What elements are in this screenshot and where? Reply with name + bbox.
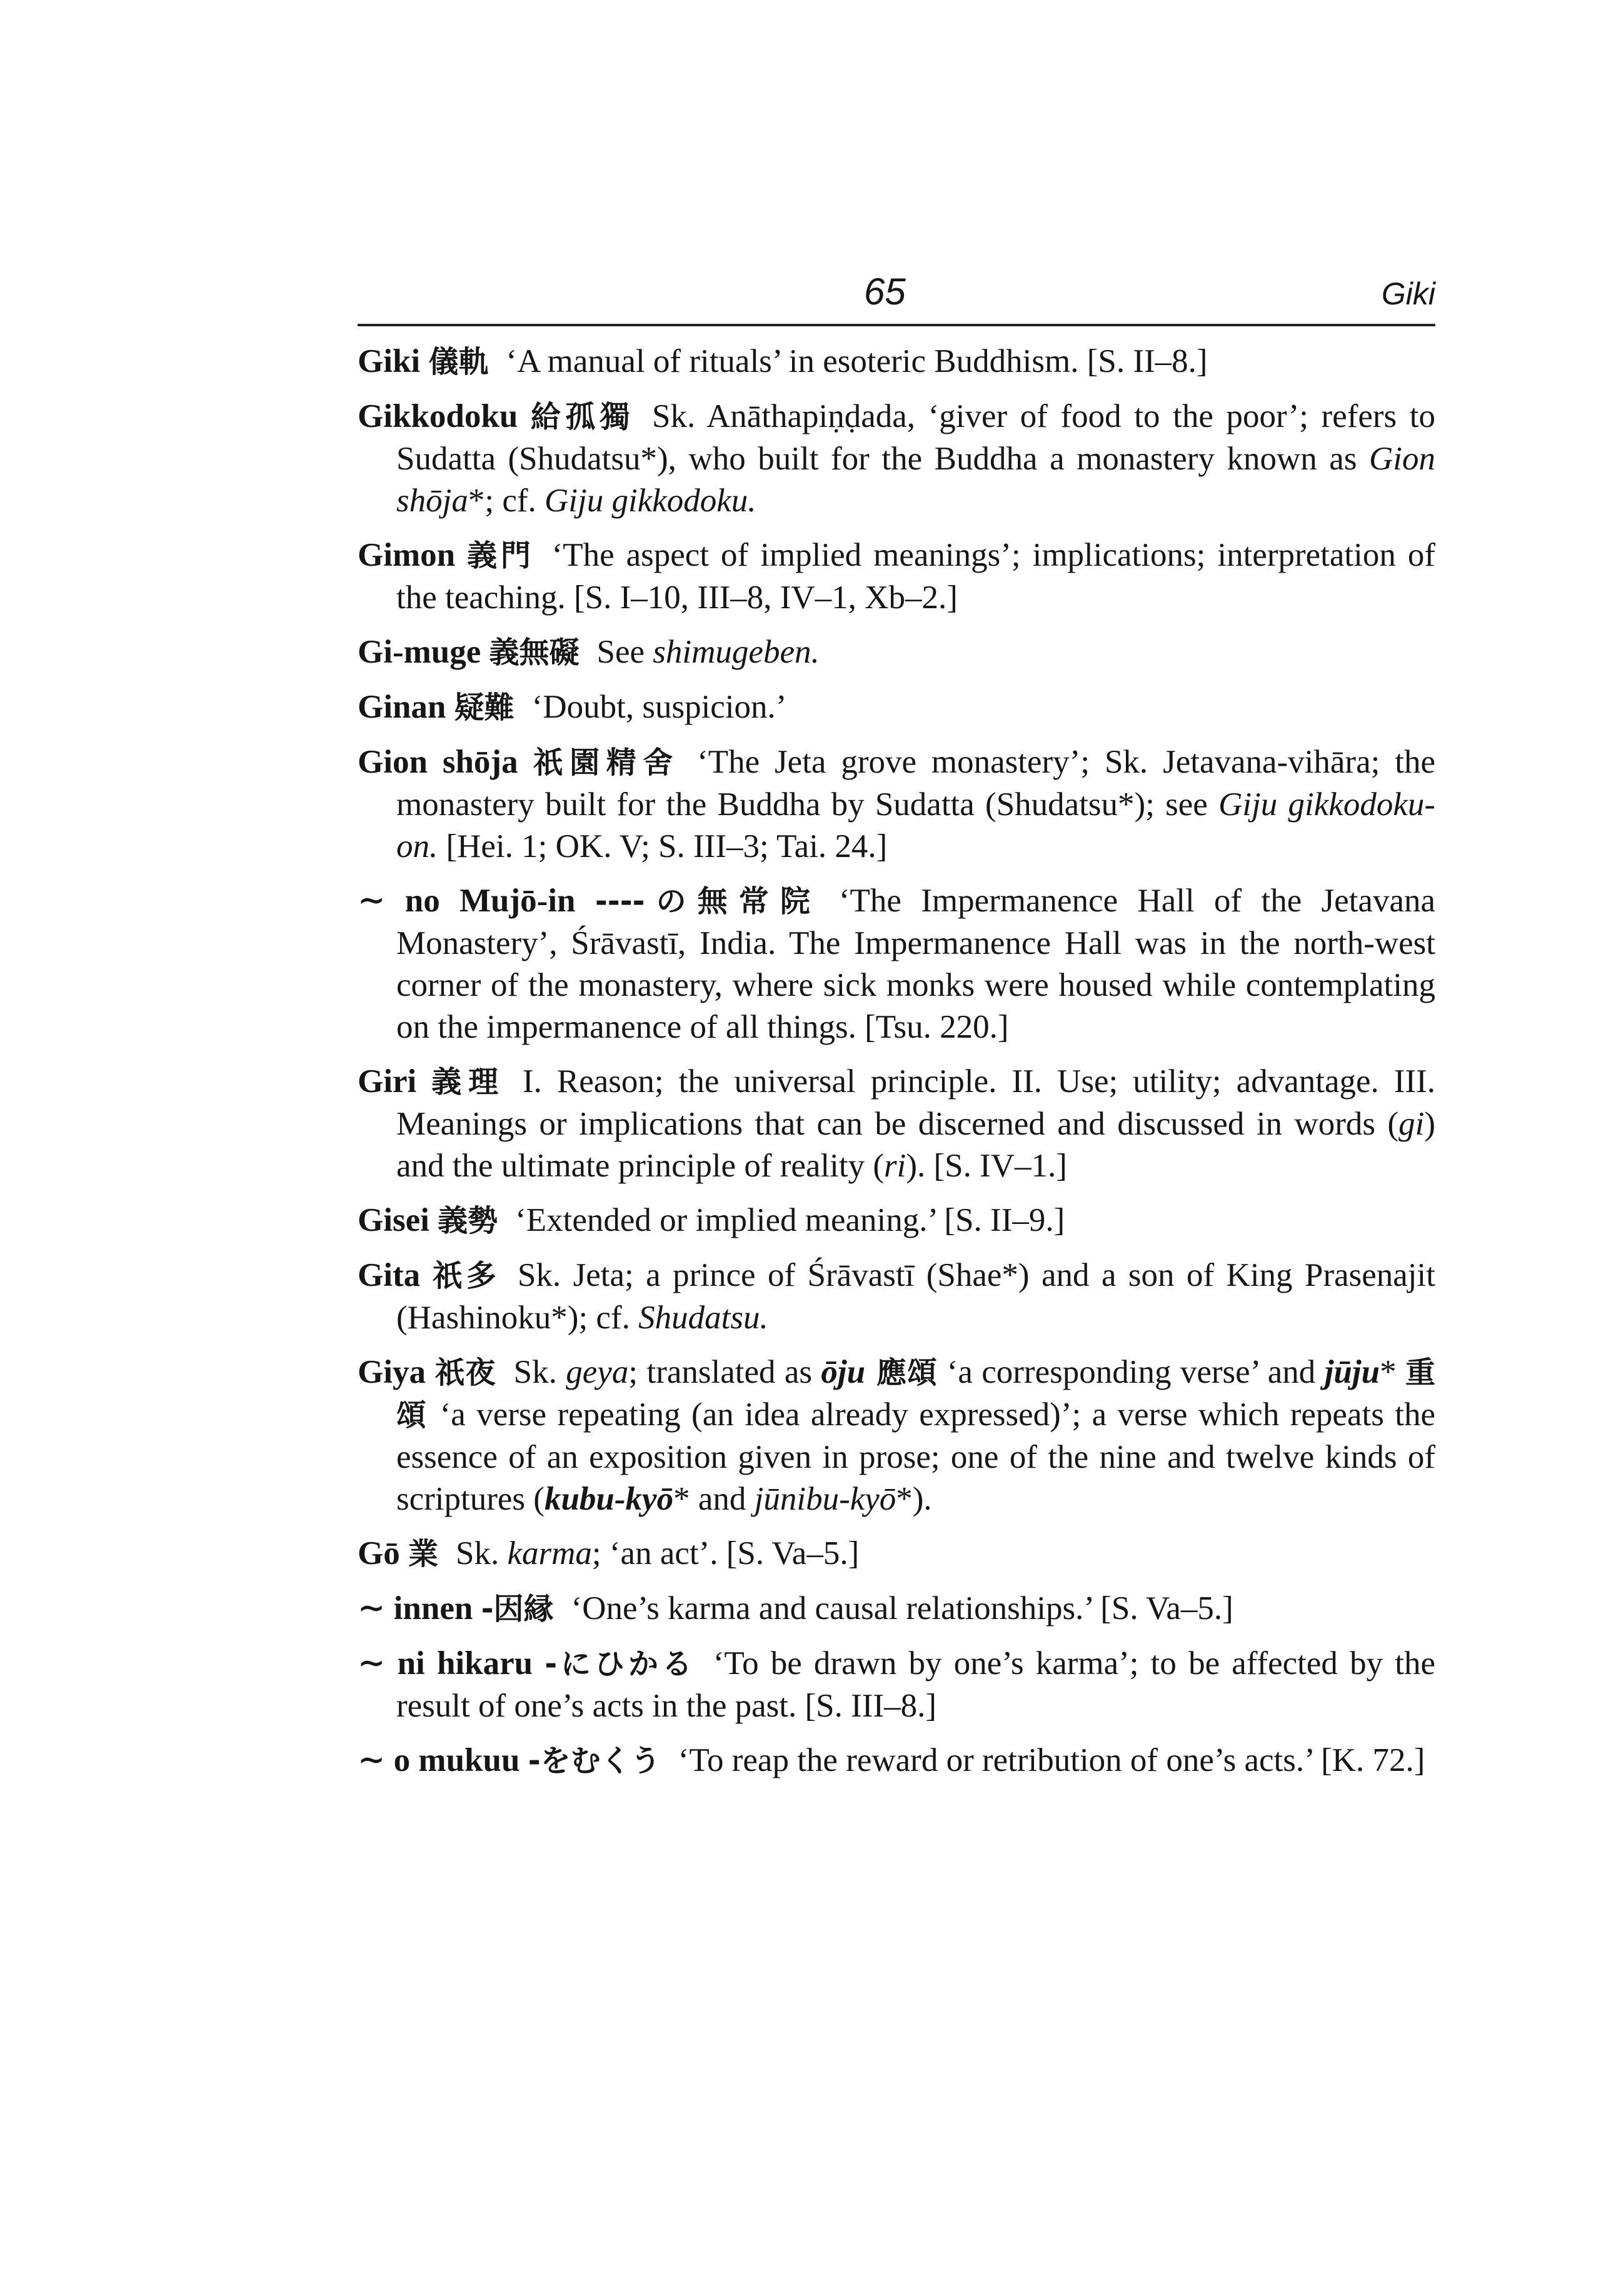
dictionary-entry	[358, 1588, 1435, 1630]
dictionary-entry	[358, 880, 1435, 1048]
entry-text: ‘To be drawn by one’s karma’; to be affected by the result of one’s acts in the past. [S. III–8.]	[396, 1645, 1435, 1724]
entry-text: jūnibu-kyō	[754, 1481, 896, 1517]
entry-text: ‘A manual of rituals’ in esoteric Buddhism. [S. II–8.]	[506, 343, 1208, 379]
dictionary-entry	[358, 1533, 1435, 1575]
entry-headword: ni hikaru	[397, 1645, 533, 1682]
dictionary-entry	[358, 1740, 1435, 1782]
repeat-tilde: ∼	[358, 883, 405, 919]
entry-kanji: -因縁	[481, 1592, 554, 1627]
entry-kanji: 祇多	[432, 1258, 500, 1293]
entry-text: kubu-kyō	[544, 1481, 674, 1517]
entry-text: Giju gikkodoku.	[545, 483, 756, 519]
entry-text: ‘One’s karma and causal relationships.’ [S. Va–5.]	[571, 1590, 1233, 1627]
entry-headword: Gikkodoku	[358, 398, 518, 434]
entry-text: ; translated as	[628, 1354, 821, 1390]
entry-kanji: 義理	[431, 1065, 505, 1100]
entry-text: ‘a verse repeating (an idea already expressed)’; a verse which repeats the essence of an exposition given in prose; one of the nine and twelve kinds of scriptures (	[396, 1396, 1435, 1517]
entry-text: Sk.	[456, 1535, 508, 1572]
entry-headword: Giri	[358, 1063, 417, 1100]
repeat-tilde: ∼	[358, 1645, 398, 1682]
entry-text: geya	[566, 1354, 629, 1390]
entry-text: shimugeben.	[653, 634, 820, 670]
entry-text: ‘The aspect of implied meanings’; implications; interpretation of the teaching. [S. I–10, III–8, IV–1, Xb–2.]	[396, 537, 1435, 616]
entry-kanji: 業	[408, 1537, 438, 1572]
repeat-tilde: ∼	[358, 1742, 394, 1778]
entry-text: Shudatsu.	[638, 1300, 768, 1336]
entry-text: *	[1380, 1354, 1405, 1390]
entry-kanji: 義無礙	[489, 635, 580, 670]
entry-kanji: 祇園精舍	[533, 745, 680, 780]
entry-text: See	[596, 634, 653, 670]
entry-text: *).	[896, 1481, 932, 1517]
entry-text: Giju gikkodoku-on.	[396, 786, 1435, 865]
entry-text: 應頌	[865, 1355, 938, 1390]
entry-kanji: ----の無常院	[595, 884, 821, 919]
entry-kanji: -にひかる	[545, 1647, 696, 1682]
dictionary-entry	[358, 741, 1435, 868]
dictionary-entry	[358, 1351, 1435, 1520]
entry-kanji: 儀軌	[428, 344, 489, 379]
dictionary-entry	[358, 631, 1435, 674]
dictionary-entry	[358, 396, 1435, 522]
entry-text: gi	[1398, 1106, 1425, 1142]
dictionary-entry	[358, 341, 1435, 383]
entry-kanji: 義勢	[438, 1203, 498, 1238]
dictionary-entry	[358, 1255, 1435, 1339]
entry-text: ‘Extended or implied meaning.’ [S. II–9.]	[515, 1202, 1065, 1238]
entry-headword: o mukuu	[393, 1742, 520, 1778]
entry-list	[358, 341, 1435, 1795]
entry-text: ‘The Jeta grove monastery’; Sk. Jetavana-vihāra; the monastery built for the Buddha by Sudatta (Shudatsu*); see	[396, 744, 1435, 823]
entry-text: ‘a corresponding verse’ and	[938, 1354, 1325, 1390]
entry-headword: Giki	[358, 343, 421, 379]
entry-text: ). [S. IV–1.]	[906, 1148, 1067, 1184]
page-number: 65	[864, 271, 906, 313]
dictionary-entry	[358, 1061, 1435, 1187]
page-header	[358, 261, 1435, 324]
entry-headword: Gion shōja	[358, 744, 518, 780]
entry-text: karma	[507, 1535, 592, 1572]
entry-text: ; ‘an act’. [S. Va–5.]	[591, 1535, 860, 1572]
entry-headword: Gisei	[358, 1202, 429, 1238]
header-rule	[358, 324, 1435, 326]
entry-text: Sk. Anāthapiṇḍada, ‘giver of food to the poor’; refers to Sudatta (Shudatsu*), who built for the Buddha a monastery known as	[396, 398, 1436, 477]
entry-text: Gion shōja	[396, 441, 1435, 519]
entry-kanji: 疑難	[454, 690, 514, 725]
entry-headword: Gita	[358, 1257, 421, 1293]
entry-headword: Giya	[358, 1354, 426, 1390]
dictionary-entry	[358, 534, 1435, 619]
entry-text: [Hei. 1; OK. V; S. III–3; Tai. 24.]	[438, 828, 888, 865]
entry-kanji: 給孤獨	[530, 399, 635, 434]
entry-headword: Gimon	[358, 537, 456, 573]
entry-kanji: -をむくう	[528, 1743, 661, 1778]
entry-text: ‘To reap the reward or retribution of one’s acts.’ [K. 72.]	[678, 1742, 1425, 1778]
entry-headword: no Mujō-in	[404, 883, 576, 919]
running-head: Giki	[1381, 276, 1435, 311]
dictionary-entry	[358, 1643, 1435, 1727]
entry-text: ‘Doubt, suspicion.’	[531, 689, 787, 725]
repeat-tilde: ∼	[358, 1590, 394, 1627]
entry-text: jūju	[1324, 1354, 1380, 1390]
dictionary-entry	[358, 686, 1435, 729]
entry-text: 重頌	[396, 1355, 1436, 1433]
entry-kanji: 義門	[467, 538, 534, 573]
entry-kanji: 祇夜	[434, 1355, 496, 1390]
entry-headword: innen	[393, 1590, 473, 1627]
entry-text: I. Reason; the universal principle. II. Use; utility; advantage. III. Meanings or implications that can be discerned and discussed in words (	[396, 1063, 1435, 1142]
entry-text: Sk. Jeta; a prince of Śrāvastī (Shae*) and a son of King Prasenajit (Hashinoku*); cf.	[396, 1257, 1435, 1336]
entry-text: *; cf.	[468, 483, 545, 519]
dictionary-entry	[358, 1200, 1435, 1242]
entry-headword: Ginan	[358, 689, 446, 725]
entry-text: * and	[673, 1481, 755, 1517]
entry-text: ōju	[821, 1354, 866, 1390]
entry-headword: Gi-muge	[358, 634, 481, 670]
entry-text: ri	[884, 1148, 906, 1184]
entry-text: Sk.	[513, 1354, 566, 1390]
entry-headword: Gō	[358, 1535, 400, 1572]
entry-text: ) and the ultimate principle of reality (	[396, 1106, 1435, 1184]
entry-text: ‘The Impermanence Hall of the Jetavana Monastery’, Śrāvastī, India. The Impermanence Hall was in the north-west corner of the monastery, where sick monks were housed while contemplating on the impermanence of all things. [Tsu. 220.]	[396, 883, 1435, 1045]
